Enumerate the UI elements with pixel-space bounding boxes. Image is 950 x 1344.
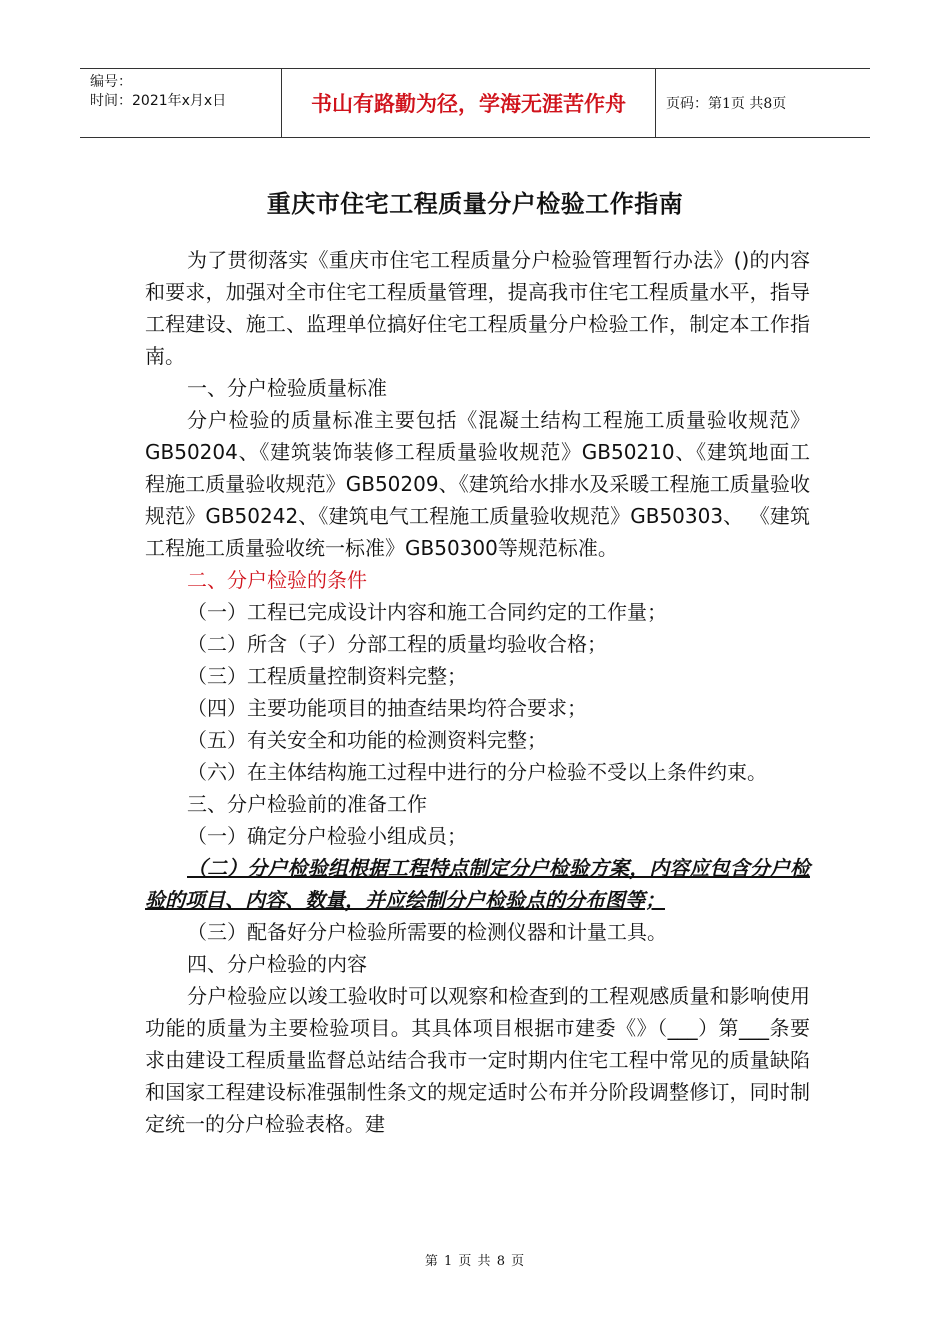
document-title: 重庆市住宅工程质量分户检验工作指南 [266,190,684,218]
list-item: （六）在主体结构施工过程中进行的分户检验不受以上条件约束。 [187,760,767,784]
list-item: （二）所含（子）分部工程的质量均验收合格； [187,632,607,656]
section-heading-2: 二、分户检验的条件 [187,568,367,592]
intro-paragraph: 为了贯彻落实《重庆市住宅工程质量分户检验管理暂行办法》()的内容和要求，加强对全市住宅工程质量管理，提高我市住宅工程质量水平，指导工程建设、施工、监理单位搞好住宅工程质量分户检验工作，制定本工作指南。 [145,248,810,368]
list-item: （一）工程已完成设计内容和施工合同约定的工作量； [187,600,667,624]
list-item: （一）确定分户检验小组成员； [187,824,467,848]
list-item: （五）有关安全和功能的检测资料完整； [187,728,547,752]
header-page-info: 页码：第1页 共8页 [666,96,787,112]
document-header [80,68,870,138]
section-heading-4: 四、分户检验的内容 [187,952,367,976]
date-line: 时间：2021年x月x日 [90,93,227,109]
section-heading-3: 三、分户检验前的准备工作 [187,792,427,816]
paragraph: 分户检验应以竣工验收时可以观察和检查到的工程观感质量和影响使用功能的质量为主要检验项目。其具体项目根据市建委《》（___）第___条要求由建设工程质量监督总站结合我市一定时期内住宅工程中常见的质量缺陷和国家工程建设标准强制性条文的规定适时公布并分阶段调整修订，同时制定统一的分户检验表格。建 [145,984,810,1136]
paragraph: 分户检验的质量标准主要包括《混凝土结构工程施工质量验收规范》GB50204、《建筑装饰装修工程质量验收规范》GB50210、《建筑地面工程施工质量验收规范》GB50209、《建筑给水排水及采暖工程施工质量验收规范》GB50242、《建筑电气工程施工质量验收规范》GB50303、 《建筑工程施工质量验收统一标准》GB50300等规范标准。 [145,408,810,560]
number-label: 编号： [90,74,132,90]
page-footer: 第 1 页 共 8 页 [424,1254,526,1269]
list-item: （四）主要功能项目的抽查结果均符合要求； [187,696,587,720]
list-item: （三）工程质量控制资料完整； [187,664,467,688]
list-item: （三）配备好分户检验所需要的检测仪器和计量工具。 [187,920,667,944]
header-meta [80,69,282,137]
section-heading-1: 一、分户检验质量标准 [187,376,387,400]
emphasized-list-item: （二）分户检验组根据工程特点制定分户检验方案，内容应包含分户检验的项目、内容、数量，并应绘制分户检验点的分布图等； [145,856,810,912]
header-motto: 书山有路勤为径，学海无涯苦作舟 [282,69,656,137]
document-body [145,244,810,1140]
